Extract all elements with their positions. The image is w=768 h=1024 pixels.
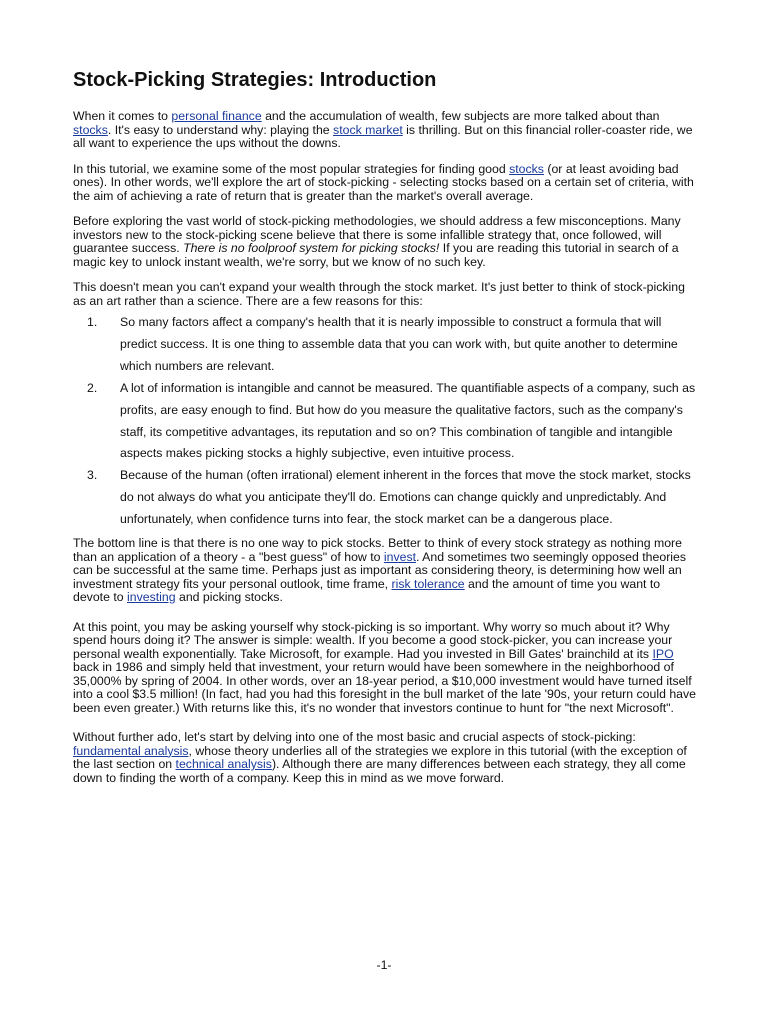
- emphasis-text: There is no foolproof system for picking stocks!: [183, 241, 440, 255]
- text-span: , whose theory underlies all of the strategies we explore in this tutorial (with the exception of the last section on: [73, 743, 687, 772]
- paragraph-reasons: This doesn't mean you can't expand your wealth through the stock market. It's just better to think of stock-picking as an art rather than a science. There are a few reasons for this:: [73, 280, 685, 308]
- link-personal-finance[interactable]: personal finance: [171, 109, 262, 123]
- paragraph-microsoft: [73, 621, 697, 716]
- list-number: 3.: [87, 468, 98, 483]
- link-invest[interactable]: invest: [383, 549, 417, 564]
- list-text: Because of the human (often irrational) element inherent in the forces that move the stock market, stocks do not always do what you anticipate they'll do. Emotions can change quickly and unpredictably. And unfortunately, when confidence turns into fear, the stock market can be a dangerous place.: [120, 468, 691, 527]
- text-span: and picking stocks.: [175, 590, 283, 605]
- link-technical-analysis[interactable]: technical analysis: [175, 757, 272, 772]
- text-span: At this point, you may be asking yourself why stock-picking is so important. Why worry so much about it? Why spend hours doing it? The answer is simple: wealth. If you become a good stock-picker, you can increase your personal wealth exponentially. Take Microsoft, for example. Had you invested in Bill Gates' brainchild at its: [73, 619, 673, 661]
- text-span: Before exploring the vast world of stock-picking methodologies, we should address a few misconceptions. Many investors new to the stock-picking scene believe that there is some infallible strategy that, once followed, will guarantee success.: [73, 214, 681, 255]
- link-ipo[interactable]: IPO: [652, 646, 674, 661]
- link-investing[interactable]: investing: [127, 590, 176, 605]
- paragraph-bottom-line: [73, 537, 697, 605]
- text-span: . And sometimes two seemingly opposed theories can be successful at the same time. Perhaps just as important as considering theory, is determining how well an investment strategy fits your personal outlook, time frame,: [73, 549, 687, 591]
- reasons-list: [73, 312, 697, 531]
- list-number: 1.: [87, 315, 98, 329]
- paragraph-tutorial: [73, 163, 697, 204]
- link-risk-tolerance[interactable]: risk tolerance: [391, 576, 465, 591]
- text-span: back in 1986 and simply held that investment, your return would have been somewhere in the neighborhood of 35,000% by spring of 2004. In other words, over an 18-year period, a $10,000 investment would have turned itself into a cool $3.5 million! (In fact, had you had this foresight in the bull market of the late '90s, your return could have been even greater.) With returns like this, it's no wonder that investors continue to hunt for "the next Microsoft".: [73, 660, 697, 715]
- paragraph-intro: [73, 110, 697, 151]
- text-span: The bottom line is that there is no one way to pick stocks. Better to think of every stock strategy as nothing more than an application of a theory - a "best guess" of how to: [73, 536, 682, 564]
- page-title: Stock-Picking Strategies: Introduction: [73, 69, 437, 91]
- text-span: and the accumulation of wealth, few subjects are more talked about than: [261, 109, 660, 123]
- page-number: -1-: [376, 958, 392, 972]
- paragraph-conclusion: [73, 731, 697, 785]
- text-span: Without further ado, let's start by delving into one of the most basic and crucial aspects of stock-picking:: [73, 730, 636, 745]
- link-fundamental-analysis[interactable]: fundamental analysis: [73, 743, 189, 758]
- list-text: A lot of information is intangible and cannot be measured. The quantifiable aspects of a company, such as profits, are easy enough to find. But how do you measure the qualitative factors, such as the company's staff, its competitive advantages, its reputation and so on? This combination of tangible and intangible aspects makes picking stocks a highly subjective, even intuitive process.: [120, 380, 696, 461]
- text-span: When it comes to: [73, 109, 172, 123]
- text-span: ). Although there are many differences between each strategy, they all come down to finding the worth of a company. Keep this in mind as we move forward.: [73, 757, 686, 785]
- text-span: . It's easy to understand why: playing the: [107, 122, 334, 137]
- list-text: So many factors affect a company's health that it is nearly impossible to construct a formula that will predict success. It is one thing to assemble data that you can work with, but quite another to determine which numbers are relevant.: [120, 315, 678, 373]
- document-content: [73, 68, 697, 797]
- list-number: 2.: [87, 380, 98, 395]
- text-span: (or at least avoiding bad ones). In other words, we'll explore the art of stock-picking - selecting stocks based on a certain set of criteria, with the aim of achieving a rate of return that is greater than the market's overall average.: [73, 161, 694, 203]
- link-stock-market[interactable]: stock market: [333, 122, 403, 137]
- list-item: [73, 312, 697, 378]
- paragraph-misconceptions: [73, 215, 697, 269]
- text-span: In this tutorial, we examine some of the most popular strategies for finding good: [73, 161, 510, 176]
- list-item: [73, 465, 697, 531]
- text-span: and the amount of time you want to devote to: [73, 576, 661, 605]
- list-item: [73, 378, 697, 466]
- link-stocks-2[interactable]: stocks: [509, 161, 544, 176]
- text-span: is thrilling. But on this financial roller-coaster ride, we all want to experience the ups without the downs.: [73, 122, 693, 150]
- text-span: If you are reading this tutorial in search of a magic key to unlock instant wealth, we're sorry, but we know of no such key.: [73, 241, 679, 269]
- link-stocks[interactable]: stocks: [73, 122, 108, 137]
